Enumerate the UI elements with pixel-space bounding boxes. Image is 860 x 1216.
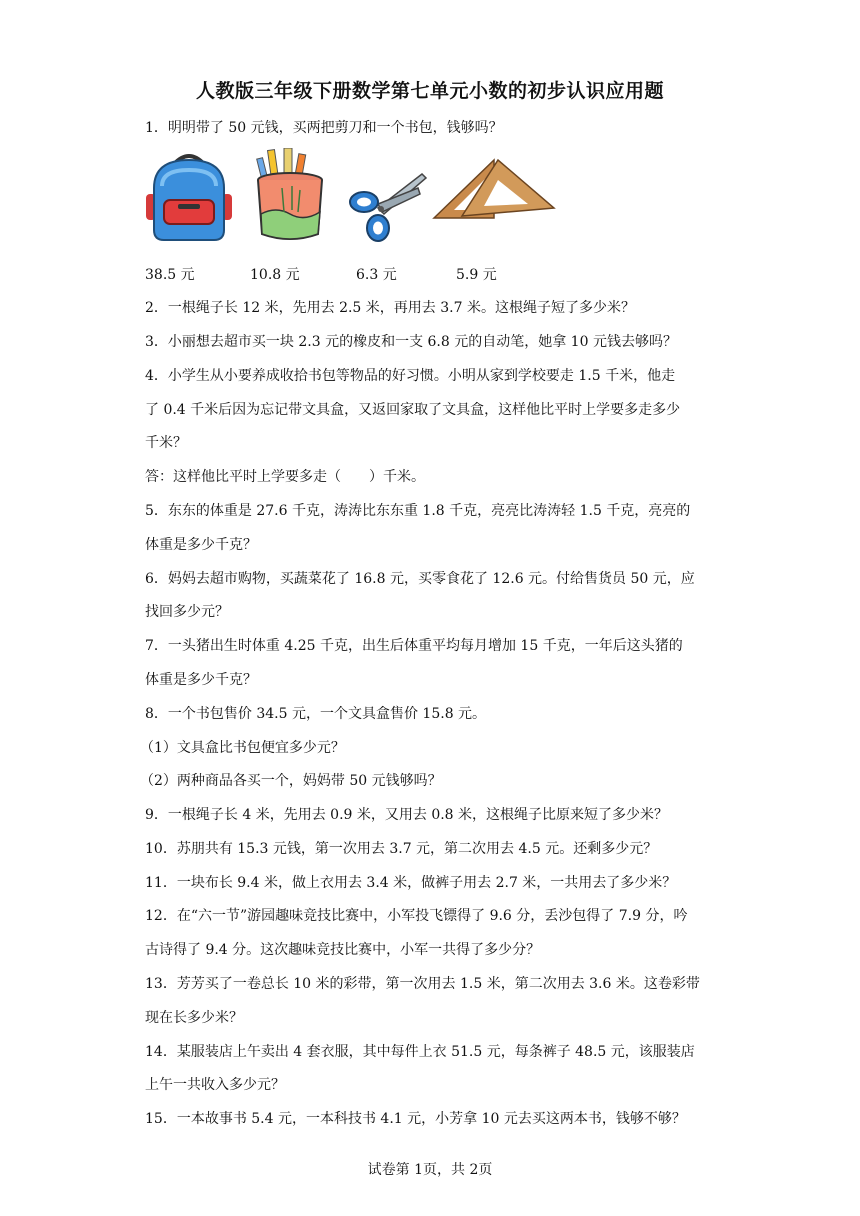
question-7-line-2: 体重是多少千克？ [145,672,257,688]
price-scissors: 6.3 元 [356,267,397,283]
question-1: 1．明明带了 50 元钱，买两把剪刀和一个书包，钱够吗？ [145,120,503,136]
question-2: 2．一根绳子长 12 米，先用去 2.5 米，再用去 3.7 米。这根绳子短了多少米？ [145,300,635,316]
page-title: 人教版三年级下册数学第七单元小数的初步认识应用题 [195,80,664,102]
question-7-line-1: 7．一头猪出生时体重 4.25 千克，出生后体重平均每月增加 15 千克，一年后这头猪的 [145,638,683,654]
price-backpack: 38.5 元 [145,267,195,283]
question-3: 3．小丽想去超市买一块 2.3 元的橡皮和一支 6.8 元的自动笔，她拿 10 元钱去够吗？ [145,334,677,350]
item-pictures [142,148,582,248]
backpack-icon [146,148,232,242]
question-8-part-2: （2）两种商品各买一个，妈妈带 50 元钱够吗？ [140,773,442,789]
question-11: 11．一块布长 9.4 米，做上衣用去 3.4 米，做裤子用去 2.7 米，一共用去了多少米？ [145,875,677,891]
question-4-line-1: 4．小学生从小要养成收拾书包等物品的好习惯。小明从家到学校要走 1.5 千米，他走 [145,368,676,384]
question-8-part-1: （1）文具盒比书包便宜多少元？ [140,740,345,756]
question-14-line-1: 14．某服装店上午卖出 4 套衣服，其中每件上衣 51.5 元，每条裤子 48.5 元，该服装店 [145,1044,695,1060]
price-pencil-holder: 10.8 元 [250,267,300,283]
question-5-line-1: 5．东东的体重是 27.6 千克，涛涛比东东重 1.8 千克，亮亮比涛涛轻 1.5 千克，亮亮的 [145,503,691,519]
question-13-line-2: 现在长多少米？ [145,1010,243,1026]
question-5-line-2: 体重是多少千克？ [145,537,257,553]
question-9: 9．一根绳子长 4 米，先用去 0.9 米，又用去 0.8 米，这根绳子比原来短了多少米？ [145,807,669,823]
question-12-line-1: 12．在“六一节”游园趣味竞技比赛中，小军投飞镖得了 9.6 分，丢沙包得了 7.9 分，吟 [145,908,688,924]
question-14-line-2: 上午一共收入多少元？ [145,1077,285,1093]
triangle-ruler-icon [432,158,556,224]
question-8: 8．一个书包售价 34.5 元，一个文具盒售价 15.8 元。 [145,706,487,722]
pencil-holder-icon [252,148,328,244]
price-triangle-ruler: 5.9 元 [456,267,497,283]
question-4-line-3: 千米？ [145,435,187,451]
answer-line: 答：这样他比平时上学要多走（ ）千米。 [145,469,425,485]
question-13-line-1: 13．芳芳买了一卷总长 10 米的彩带，第一次用去 1.5 米，第二次用去 3.6 米。这卷彩带 [145,976,700,992]
question-15: 15．一本故事书 5.4 元，一本科技书 4.1 元，小芳拿 10 元去买这两本书，钱够不够？ [145,1111,686,1127]
scissors-icon [348,168,428,244]
question-6-line-1: 6．妈妈去超市购物，买蔬菜花了 16.8 元，买零食花了 12.6 元。付给售货员 50 元，应 [145,571,695,587]
question-12-line-2: 古诗得了 9.4 分。这次趣味竞技比赛中，小军一共得了多少分？ [145,942,541,958]
page-footer: 试卷第 1页，共 2页 [367,1162,493,1178]
question-6-line-2: 找回多少元？ [145,604,229,620]
question-4-line-2: 了 0.4 千米后因为忘记带文具盒，又返回家取了文具盒，这样他比平时上学要多走多少 [145,402,681,418]
question-10: 10．苏朋共有 15.3 元钱，第一次用去 3.7 元，第二次用去 4.5 元。还剩多少元？ [145,841,658,857]
